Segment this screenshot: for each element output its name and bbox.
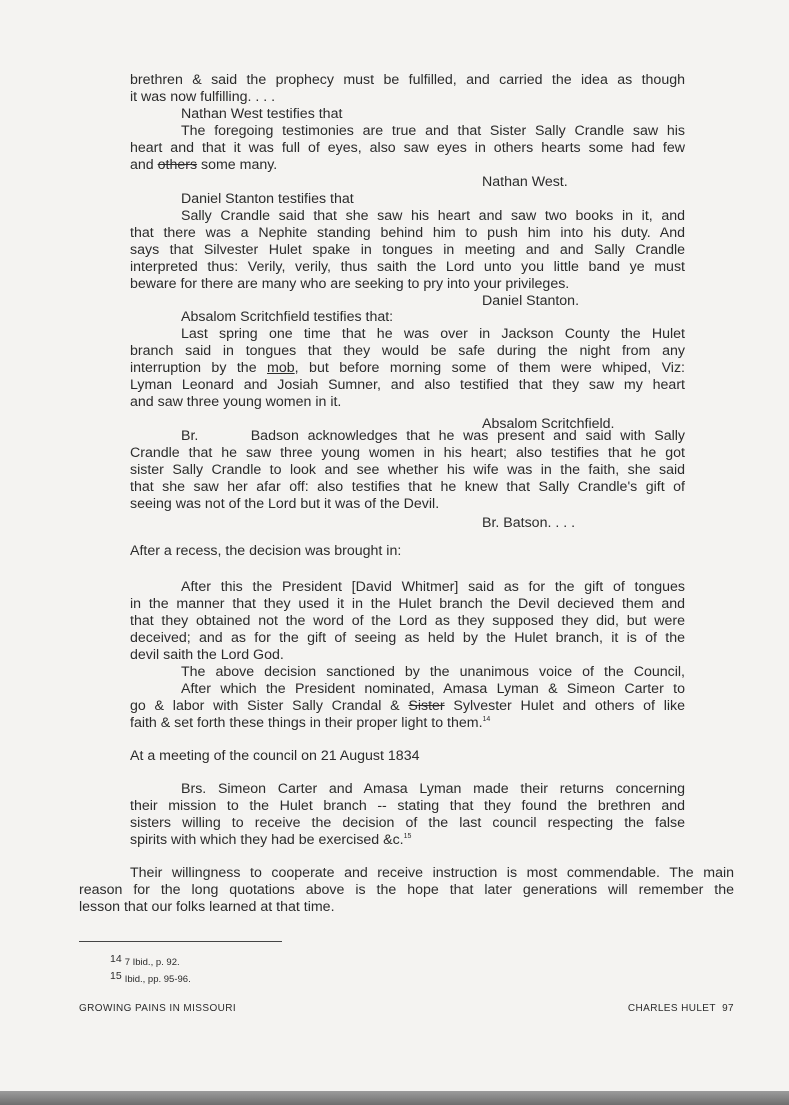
footnote-number: 14 bbox=[110, 953, 122, 965]
meeting-line: At a meeting of the council on 21 August 1834 bbox=[130, 748, 420, 764]
text-line: deceived; and as for the gift of seeing as held by the Hulet branch, it is of the bbox=[130, 630, 685, 646]
text-line: it was now fulfilling. . . . bbox=[130, 89, 276, 105]
text-line: The above decision sanctioned by the unanimous voice of the Council, bbox=[181, 664, 685, 680]
signature: Absalom Scritchfield. bbox=[482, 416, 615, 432]
text-line: that she saw her afar off: also testifies that he knew that Sally Crandle's gift of bbox=[130, 479, 685, 495]
text-line: Last spring one time that he was over in Jackson County the Hulet bbox=[181, 326, 685, 342]
text-line: that they obtained not the word of the Lord as they supposed they did, but were bbox=[130, 613, 685, 629]
footnote-ref: 14 bbox=[482, 716, 491, 723]
text-line: Their willingness to cooperate and receive instruction is most commendable. The main bbox=[130, 865, 734, 881]
footnote-text: 7 Ibid., p. 92. bbox=[124, 957, 180, 968]
text-line: Sally Crandle said that she saw his heart and saw two books in it, and bbox=[181, 208, 685, 224]
footer-right: CHARLES HULET 97 bbox=[627, 1003, 734, 1014]
footnote-rule bbox=[79, 941, 282, 942]
quote-block-scritchfield bbox=[130, 309, 685, 433]
footnote-number: 15 bbox=[110, 970, 122, 982]
text-line: heart and that it was full of eyes, also saw eyes in others hearts some had few bbox=[130, 140, 685, 156]
text-line: that there was a Nephite standing behind him to push him into his duty. And bbox=[130, 225, 685, 241]
text-line bbox=[130, 157, 685, 174]
footnote-ref: 15 bbox=[403, 833, 412, 840]
text-line: says that Silvester Hulet spake in tongues in meeting and and Sally Crandle bbox=[130, 242, 685, 258]
text-span: some many. bbox=[197, 157, 278, 173]
footnote-14 bbox=[110, 953, 180, 969]
signature: Nathan West. bbox=[482, 174, 568, 190]
text-line: their mission to the Hulet branch -- stating that they found the brethren and bbox=[130, 798, 685, 814]
testimony-intro: Nathan West testifies that bbox=[181, 106, 343, 122]
text-line: in the manner that they used it in the Hulet branch the Devil decieved them and bbox=[130, 596, 685, 612]
text-line bbox=[130, 698, 685, 715]
text-line: beware for there are many who are seeking to pry into your privileges. bbox=[130, 276, 570, 292]
text-line: Br. Badson acknowledges that he was present and said with Sally bbox=[181, 428, 685, 444]
text-span: go & labor with Sister Sally Crandal & bbox=[130, 698, 409, 714]
text-line: The foregoing testimonies are true and that Sister Sally Crandle saw his bbox=[181, 123, 685, 139]
text-span: , but before morning some of them were whiped, Viz: bbox=[294, 360, 685, 376]
text-line: devil saith the Lord God. bbox=[130, 647, 284, 663]
signature: Br. Batson. . . . bbox=[482, 515, 576, 531]
quote-block-west bbox=[130, 72, 685, 191]
footnote-text: Ibid., pp. 95-96. bbox=[124, 974, 191, 985]
scan-edge-bar bbox=[0, 1091, 789, 1105]
testimony-intro: Absalom Scritchfield testifies that: bbox=[181, 309, 394, 325]
commentary-paragraph bbox=[79, 865, 734, 916]
text-line: branch said in tongues that they would be safe during the night from any bbox=[130, 343, 685, 359]
struck-word: others bbox=[157, 157, 198, 173]
text-line: Lyman Leonard and Josiah Sumner, and also testified that they saw my heart bbox=[130, 377, 685, 393]
text-line: reason for the long quotations above is the hope that later generations will remember the bbox=[79, 882, 734, 898]
footnote-15 bbox=[110, 970, 191, 986]
text-line: Crandle that he saw three young women in his heart; also testifies that he got bbox=[130, 445, 685, 461]
text-line: After which the President nominated, Amasa Lyman & Simeon Carter to bbox=[181, 681, 685, 697]
text-line: After this the President [David Whitmer] said as for the gift of tongues bbox=[181, 579, 685, 595]
text-span: Sylvester Hulet and others of like bbox=[444, 698, 685, 714]
text-span: and bbox=[130, 157, 158, 173]
text-line bbox=[130, 715, 685, 732]
text-line: interpreted thus: Verily, verily, thus saith the Lord unto you little band ye must bbox=[130, 259, 685, 275]
quote-block-batson bbox=[130, 428, 685, 532]
text-line: sisters willing to receive the decision of the last council respecting the false bbox=[130, 815, 685, 831]
text-line bbox=[130, 360, 685, 377]
text-span: spirits with which they had be exercised &c. bbox=[130, 832, 404, 848]
text-line: seeing was not of the Lord but it was of the Devil. bbox=[130, 496, 440, 512]
signature: Daniel Stanton. bbox=[482, 293, 580, 309]
quote-block-stanton bbox=[130, 191, 685, 310]
text-span: faith & set forth these things in their proper light to them. bbox=[130, 715, 483, 731]
text-span: interruption by the bbox=[130, 360, 268, 376]
text-line bbox=[130, 832, 685, 849]
text-line: lesson that our folks learned at that time. bbox=[79, 899, 335, 915]
recess-line: After a recess, the decision was brought in: bbox=[130, 543, 402, 559]
text-line: sister Sally Crandle to look and see whether his wife was in the faith, she said bbox=[130, 462, 685, 478]
text-line: and saw three young women in it. bbox=[130, 394, 342, 410]
underlined-word: mob bbox=[267, 360, 295, 376]
footer-left: GROWING PAINS IN MISSOURI bbox=[79, 1003, 237, 1014]
quote-block-decision bbox=[130, 579, 685, 732]
quote-block-returns bbox=[130, 781, 685, 849]
testimony-intro: Daniel Stanton testifies that bbox=[181, 191, 354, 207]
text-line: Brs. Simeon Carter and Amasa Lyman made their returns concerning bbox=[181, 781, 685, 797]
text-line: brethren & said the prophecy must be fulfilled, and carried the idea as though bbox=[130, 72, 685, 88]
struck-word: Sister bbox=[408, 698, 445, 714]
